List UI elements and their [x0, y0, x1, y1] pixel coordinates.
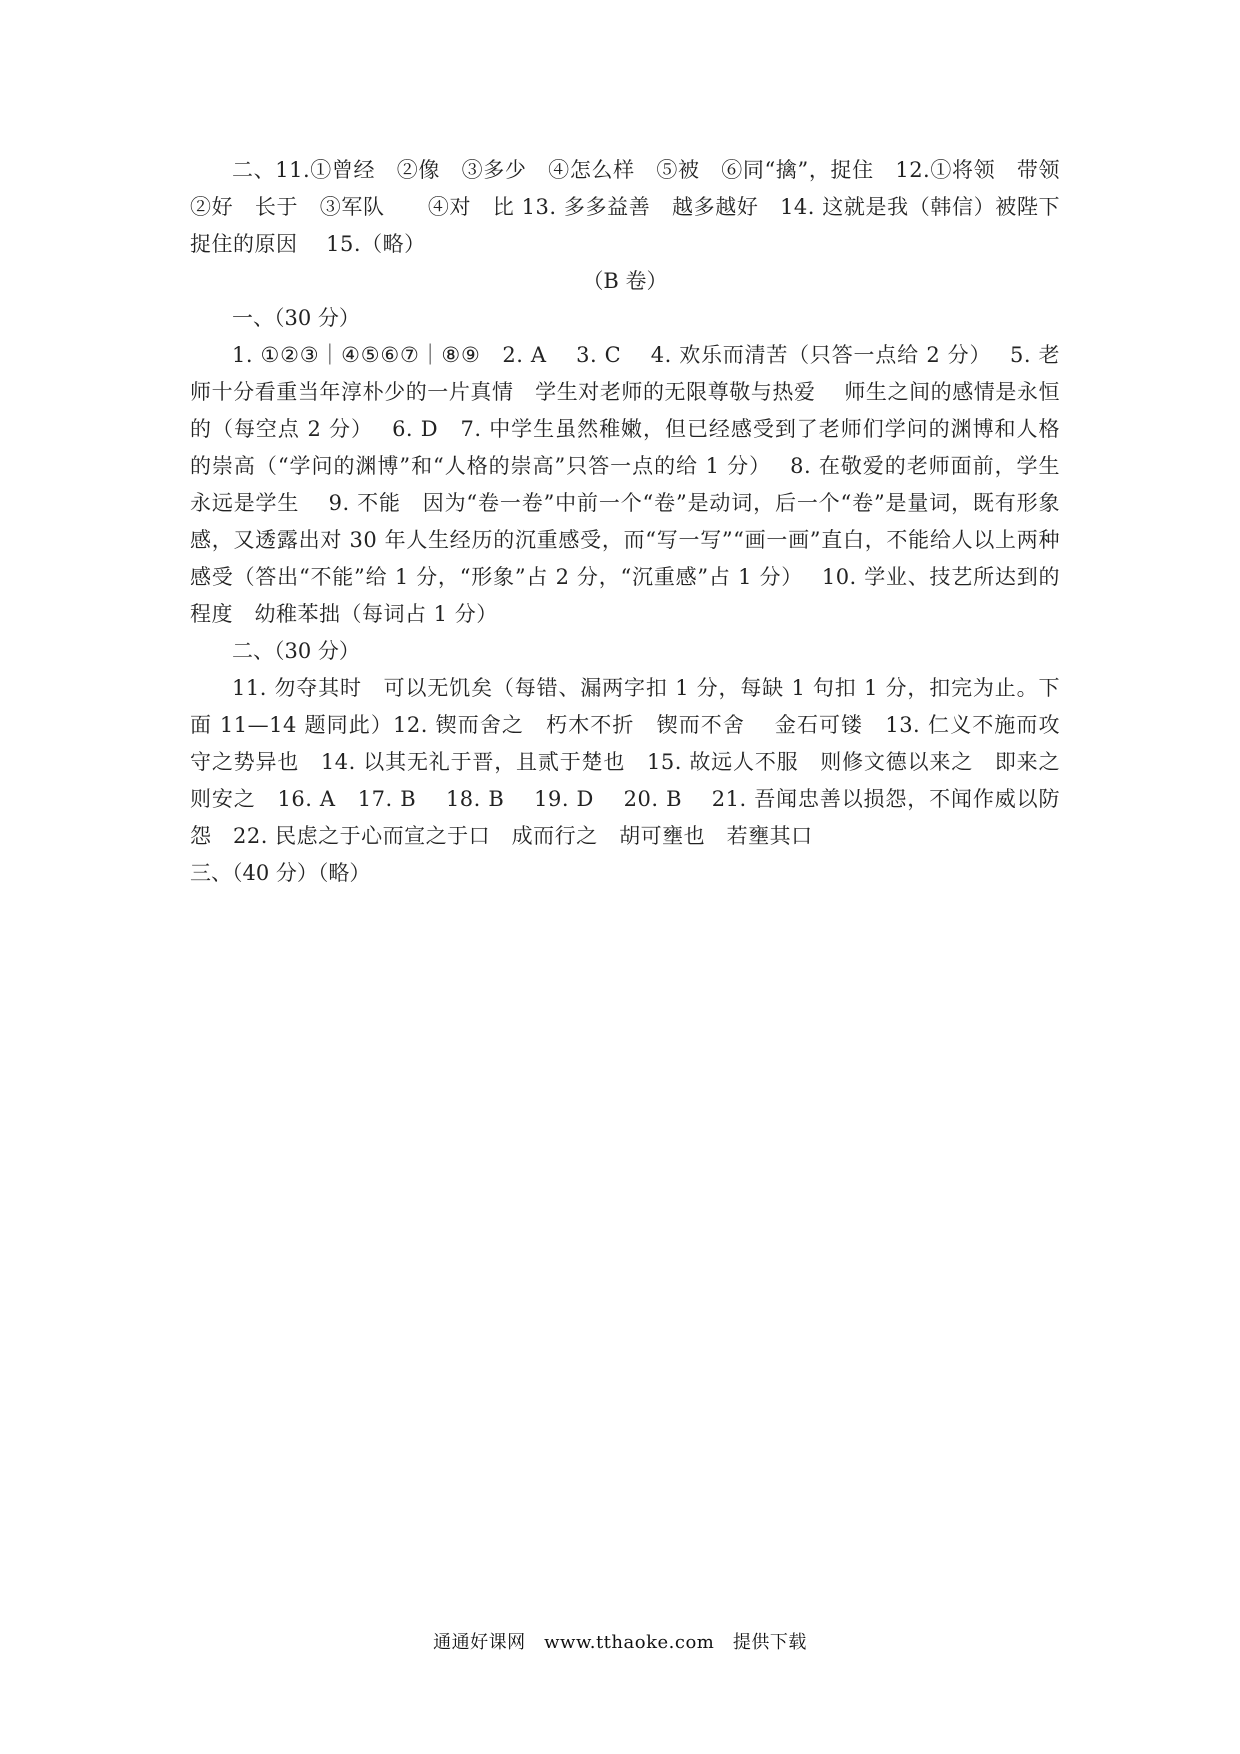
- part-a-section-two: 二、11.①曾经 ②像 ③多少 ④怎么样 ⑤被 ⑥同“擒”，捉住 12.①将领 带领 ②好 长于 ③军队 ④对 比 13. 多多益善 越多越好 14. 这就是我（韩信）被陛下捉住的原因 15.（略）: [190, 158, 1082, 256]
- b-section-two-heading: 二、（30 分）: [232, 639, 360, 663]
- b-section-three-heading: 三、（40 分）（略）: [190, 861, 371, 885]
- answer-key-content: [190, 152, 1082, 892]
- b-section-one-heading: 一、（30 分）: [232, 306, 360, 330]
- b-paper-title: （B 卷）: [582, 269, 668, 293]
- b-section-two-answers: 11. 勿夺其时 可以无饥矣（每错、漏两字扣 1 分，每缺 1 句扣 1 分，扣完为止。下面 11—14 题同此）12. 锲而舍之 朽木不折 锲而不舍 金石可镂 13. 仁义不施而攻守之势异也 14. 以其无礼于晋，且贰于楚也 15. 故远人不服 则修文德以来之 即来之 则安之 16. A 17. B 18. B 19. D 20. B 21. 吾闻忠善以损怨，不闻作威以防怨 22. 民虑之于心而宣之于口 成而行之 胡可壅也 若壅其口: [190, 676, 1082, 848]
- b-section-one-answers: 1. ①②③｜④⑤⑥⑦｜⑧⑨ 2. A 3. C 4. 欢乐而清苦（只答一点给 2 分） 5. 老师十分看重当年淳朴少的一片真情 学生对老师的无限尊敬与热爱 师生之间的感情是永恒的（每空点 2 分） 6. D 7. 中学生虽然稚嫩，但已经感受到了老师们学问的渊博和人格的崇高（“学问的渊博”和“人格的崇高”只答一点的给 1 分） 8. 在敬爱的老师面前，学生永远是学生 9. 不能 因为“卷一卷”中前一个“卷”是动词，后一个“卷”是量词，既有形象感，又透露出对 30 年人生经历的沉重感受，而“写一写”“画一画”直白，不能给人以上两种感受（答出“不能”给 1 分，“形象”占 2 分，“沉重感”占 1 分） 10. 学业、技艺所达到的程度 幼稚苯拙（每词占 1 分）: [190, 343, 1060, 626]
- page-footer: 通通好课网 www.tthaoke.com 提供下载: [433, 1632, 807, 1653]
